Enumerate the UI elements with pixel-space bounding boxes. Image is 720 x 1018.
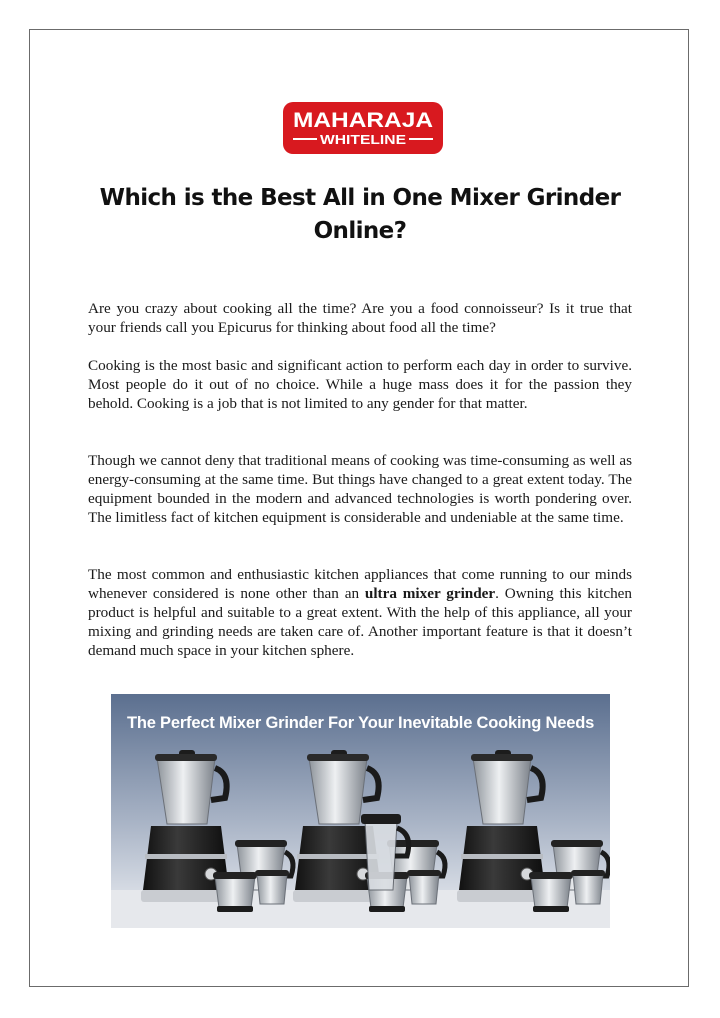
paragraph-mixer-text-start: The most common and enthusiastic kitchen appliances that come running to our minds whenever considered is none other than an [88, 566, 632, 602]
banner-title: The Perfect Mixer Grinder For Your Inevitable Cooking Needs [126, 714, 595, 732]
ultra-mixer-grinder-keyword: ultra mixer grinder [364, 585, 496, 602]
paragraph-intro: Are you crazy about cooking all the time? Are you a food connoisseur? Is it true that your friends call you Epicurus for thinking about food all the time? [88, 300, 632, 336]
svg-text:WHITELINE: WHITELINE [320, 132, 407, 147]
brand-logo [283, 102, 443, 154]
svg-text:MAHARAJA: MAHARAJA [293, 109, 433, 132]
paragraph-mixer [88, 565, 632, 660]
paragraph-mixer-text-end: . Owning this kitchen product is helpful and suitable to a great extent. With the help of this appliance, all your mixing and grinding needs are taken care of. Another important feature is that it doesn’t demand much space in your kitchen sphere. [88, 585, 632, 659]
product-banner [111, 694, 610, 928]
paragraph-cooking: Cooking is the most basic and significant action to perform each day in order to survive. Most people do it out of no choice. While a huge mass does it for the passion they behold. Cooking is a job that is not limited to any gender for that matter. [88, 357, 632, 412]
paragraph-traditional: Though we cannot deny that traditional means of cooking was time-consuming as well as energy-consuming at the same time. But things have changed to a great extent today. The equipment bounded in the modern and advanced technologies is worth pondering over. The limitless fact of kitchen equipment is considerable and undeniable at the same time. [88, 452, 632, 526]
page-title: Which is the Best All in One Mixer Grinder Online? [99, 185, 621, 244]
